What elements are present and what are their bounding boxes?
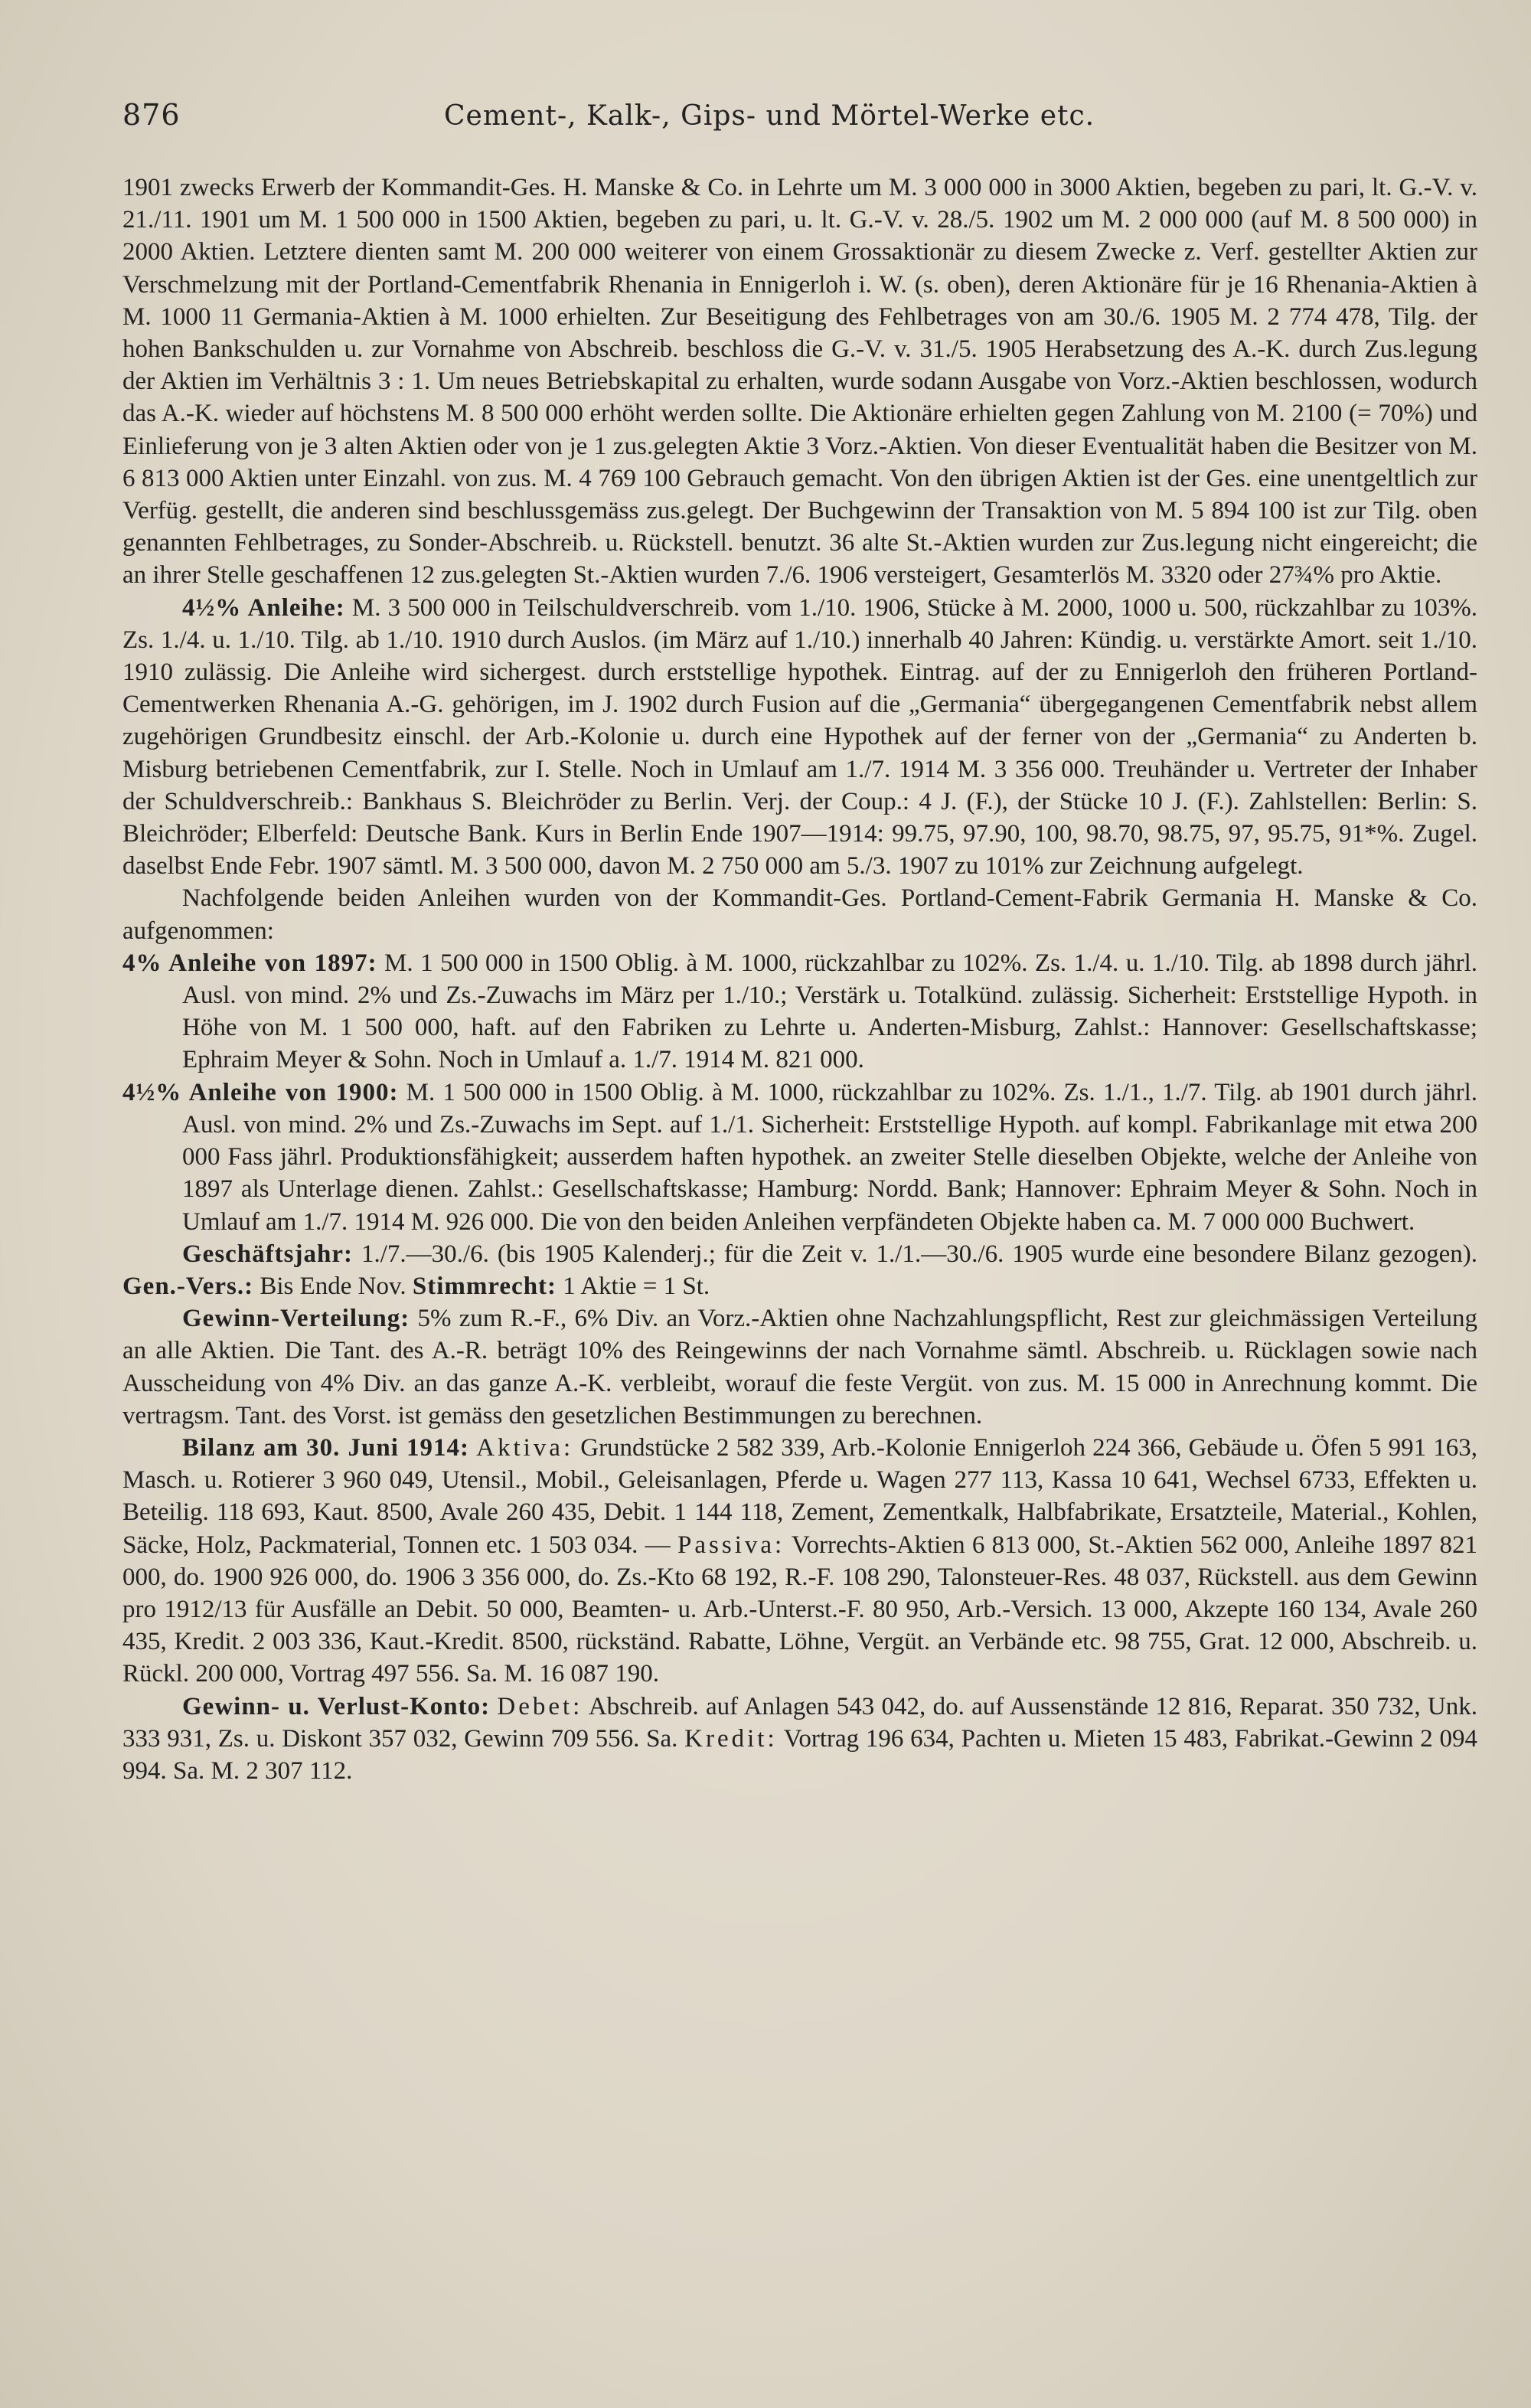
paragraph-text: Vortrag 196 634, Pachten u. Mieten 15 483, Fabrikat.-Gewinn 2 094 994. Sa. M. 2 307 112. <box>122 1724 1477 1785</box>
section-label: Gen.-Vers.: <box>122 1272 254 1300</box>
section-label: 4½% Anleihe von 1900: <box>122 1078 399 1106</box>
paragraph-anleihe-1906 <box>122 592 1477 883</box>
paragraph-following-loans <box>122 882 1477 946</box>
passiva-label: Passiva: <box>677 1531 785 1559</box>
section-label: Geschäftsjahr: <box>182 1240 353 1268</box>
paragraph-anleihe-1897 <box>122 947 1477 1077</box>
paragraph-text: 1./7.—30./6. (bis 1905 Kalenderj.; für die Zeit v. 1./1.—30./6. 1905 wurde eine besondere Bilanz gezogen). <box>352 1240 1477 1268</box>
paragraph-text: 1 Aktie = 1 St. <box>557 1272 710 1300</box>
paragraph-gewinn-verteilung <box>122 1302 1477 1432</box>
paragraph-bilanz <box>122 1432 1477 1691</box>
paragraph-text: M. 1 500 000 in 1500 Oblig. à M. 1000, rückzahlbar zu 102%. Zs. 1./4. u. 1./10. Tilg. ab 1898 durch jährl. Ausl. von mind. 2% und Zs.-Zuwachs im März per 1./10.; Verstärk u. Totalkünd. zulässig. Sicherheit: Erststellige Hypoth. in Höhe von M. 1 500 000, haft. auf den Fabriken zu Lehrte u. Anderten-Misburg, Zahlst.: Hannover: Gesellschaftskasse; Ephraim Meyer & Sohn. Noch in Umlauf a. 1./7. 1914 M. 821 000. <box>182 949 1477 1074</box>
paragraph-text: 5% zum R.-F., 6% Div. an Vorz.-Aktien ohne Nachzahlungspflicht, Rest zur gleichmässigen Verteilung an alle Aktien. Die Tant. des A.-R. beträgt 10% des Reingewinns der nach Vornahme sämtl. Abschreib. u. Rücklagen sowie nach Ausscheidung von 4% Div. an das ganze A.-K. verbleibt, worauf die feste Vergüt. von zus. M. 15 000 in Anrechnung kommt. Die vertragsm. Tant. des Vorst. ist gemäss den gesetzlichen Bestimmungen zu berechnen. <box>122 1305 1477 1429</box>
paragraph-text: Vorrechts-Aktien 6 813 000, St.-Aktien 562 000, Anleihe 1897 821 000, do. 1900 926 000, do. 1906 3 356 000, do. Zs.-Kto 68 192, R.-F. 108 290, Talonsteuer-Res. 48 037, Rückstell. aus dem Gewinn pro 1912/13 für Ausfälle an Debit. 50 000, Beamten- u. Arb.-Unterst.-F. 80 950, Arb.-Versich. 13 000, Akzepte 160 134, Avale 260 435, Kredit. 2 003 336, Kaut.-Kredit. 8500, rückständ. Rabatte, Löhne, Vergüt. an Verbände etc. 98 755, Grat. 12 000, Abschreib. u. Rückl. 200 000, Vortrag 497 556. Sa. M. 16 087 190. <box>122 1531 1478 1688</box>
paragraph-text: 1901 zwecks Erwerb der Kommandit-Ges. H. Manske & Co. in Lehrte um M. 3 000 000 in 3000 Aktien, begeben zu pari, lt. G.-V. v. 21./11. 1901 um M. 1 500 000 in 1500 Aktien, begeben zu pari, u. lt. G.-V. v. 28./5. 1902 um M. 2 000 000 (auf M. 8 500 000) in 2000 Aktien. Letztere dienten samt M. 200 000 weiterer von einem Grossaktionär zu diesem Zwecke z. Verf. gestellter Aktien zur Verschmelzung mit der Portland-Cementfabrik Rhenania in Ennigerloh i. W. (s. oben), deren Aktionäre für je 16 Rhenania-Aktien à M. 1000 11 Germania-Aktien à M. 1000 erhielten. Zur Beseitigung des Fehlbetrages von am 30./6. 1905 M. 2 774 478, Tilg. der hohen Bankschulden u. zur Vornahme von Abschreib. beschloss die G.-V. v. 31./5. 1905 Herabsetzung des A.-K. durch Zus.legung der Aktien im Verhältnis 3 : 1. Um neues Betriebskapital zu erhalten, wurde sodann Ausgabe von Vorz.-Aktien beschlossen, wodurch das A.-K. wieder auf höchstens M. 8 500 000 erhöht werden sollte. Die Aktionäre erhielten gegen Zahlung von M. 2100 (= 70%) und Einlieferung von je 3 alten Aktien oder von je 1 zus.gelegten Aktie 3 Vorz.-Aktien. Von dieser Eventualität haben die Besitzer von M. 6 813 000 Aktien unter Einzahl. von zus. M. 4 769 100 Gebrauch gemacht. Von den übrigen Aktien ist der Ges. eine unentgeltlich zur Verfüg. gestellt, die anderen sind beschlussgemäss zus.gelegt. Der Buchgewinn der Transaktion von M. 5 894 100 ist zur Tilg. oben genannten Fehlbetrages, zu Sonder-Abschreib. u. Rückstell. benutzt. 36 alte St.-Aktien wurden zur Zus.legung nicht eingereicht; die an ihrer Stelle geschaffenen 12 zus.gelegten St.-Aktien wurden 7./6. 1906 versteigert, Gesamterlös M. 3320 oder 27¾% pro Aktie. <box>122 174 1477 590</box>
paragraph-anleihe-1900 <box>122 1077 1477 1238</box>
running-title: Cement-, Kalk-, Gips- und Mörtel-Werke etc. <box>444 100 1095 132</box>
paragraph-text: Abschreib. auf Anlagen 543 042, do. auf Aussenstände 12 816, Reparat. 350 732, Unk. 333 931, Zs. u. Diskont 357 032, Gewinn 709 556. Sa. <box>122 1692 1478 1753</box>
body-text <box>122 172 1477 1787</box>
paragraph-text: Nachfolgende beiden Anleihen wurden von der Kommandit-Ges. Portland-Cement-Fabrik Germania H. Manske & Co. aufgenommen: <box>122 884 1477 945</box>
section-label: 4½% Anleihe: <box>182 593 345 622</box>
aktiva-label: Aktiva: <box>476 1433 574 1462</box>
page-header <box>122 98 1477 144</box>
paragraph-text: Bis Ende Nov. <box>253 1272 413 1300</box>
section-label: Bilanz am 30. Juni 1914: <box>182 1433 469 1462</box>
debet-label: Debet: <box>497 1692 583 1720</box>
paragraph-text: M. 1 500 000 in 1500 Oblig. à M. 1000, rückzahlbar zu 102%. Zs. 1./1., 1./7. Tilg. ab 1901 durch jährl. Ausl. von mind. 2% und Zs.-Zuwachs im Sept. auf 1./1. Sicherheit: Erststellige Hypoth. auf kompl. Fabrikanlage mit etwa 200 000 Fass jährl. Produktionsfähigkeit; ausserdem haften hypothek. an zweiter Stelle dieselben Objekte, welche der Anleihe von 1897 als Unterlage dienen. Zahlst.: Gesellschaftskasse; Hamburg: Nordd. Bank; Hannover: Ephraim Meyer & Sohn. Noch in Umlauf am 1./7. 1914 M. 926 000. Die von den beiden Anleihen verpfändeten Objekte haben ca. M. 7 000 000 Buchwert. <box>182 1078 1477 1236</box>
kredit-label: Kredit: <box>684 1724 778 1753</box>
paragraph-gewinn-verlust <box>122 1691 1477 1788</box>
paragraph-text: M. 3 500 000 in Teilschuldverschreib. vom 1./10. 1906, Stücke à M. 2000, 1000 u. 500, rückzahlbar zu 103%. Zs. 1./4. u. 1./10. Tilg. ab 1./10. 1910 durch Auslos. (im März auf 1./10.) innerhalb 40 Jahren: Kündig. u. verstärkte Amort. seit 1./10. 1910 zulässig. Die Anleihe wird sichergest. durch erststellige hypothek. Eintrag. auf der zu Ennigerloh den früheren Portland-Cementwerken Rhenania A.-G. gehörigen, im J. 1902 durch Fusion auf die „Germania“ übergegangenen Cementfabrik nebst allem zugehörigen Grundbesitz einschl. der Arb.-Kolonie u. durch eine Hypothek auf der ferner von der „Germania“ zu Anderten b. Misburg betriebenen Cementfabrik, zur I. Stelle. Noch in Umlauf am 1./7. 1914 M. 3 356 000. Treuhänder u. Vertreter der Inhaber der Schuldverschreib.: Bankhaus S. Bleichröder zu Berlin. Verj. der Coup.: 4 J. (F.), der Stücke 10 J. (F.). Zahlstellen: Berlin: S. Bleichröder; Elberfeld: Deutsche Bank. Kurs in Berlin Ende 1907—1914: 99.75, 97.90, 100, 98.70, 98.75, 97, 95.75, 91*%. Zugel. daselbst Ende Febr. 1907 sämtl. M. 3 500 000, davon M. 2 750 000 am 5./3. 1907 zu 101% zur Zeichnung aufgelegt. <box>122 593 1477 881</box>
section-label: 4% Anleihe von 1897: <box>122 949 377 977</box>
paragraph-capital-history <box>122 172 1477 592</box>
paragraph-text: Grundstücke 2 582 339, Arb.-Kolonie Ennigerloh 224 366, Gebäude u. Öfen 5 991 163, Masch. u. Rotierer 3 960 049, Utensil., Mobil., Geleisanlagen, Pferde u. Wagen 277 113, Kassa 10 641, Wechsel 6733, Effekten u. Beteilig. 118 693, Kaut. 8500, Avale 260 435, Debit. 1 144 118, Zement, Zementkalk, Halbfabrikate, Ersatzteile, Material., Kohlen, Säcke, Holz, Packmaterial, Tonnen etc. 1 503 034. — <box>122 1433 1478 1559</box>
section-label: Gewinn-Verteilung: <box>182 1305 410 1333</box>
section-label: Stimmrecht: <box>412 1272 557 1300</box>
page-number: 876 <box>122 98 181 132</box>
paragraph-geschaeftsjahr <box>122 1238 1477 1302</box>
section-label: Gewinn- u. Verlust-Konto: <box>182 1692 491 1720</box>
